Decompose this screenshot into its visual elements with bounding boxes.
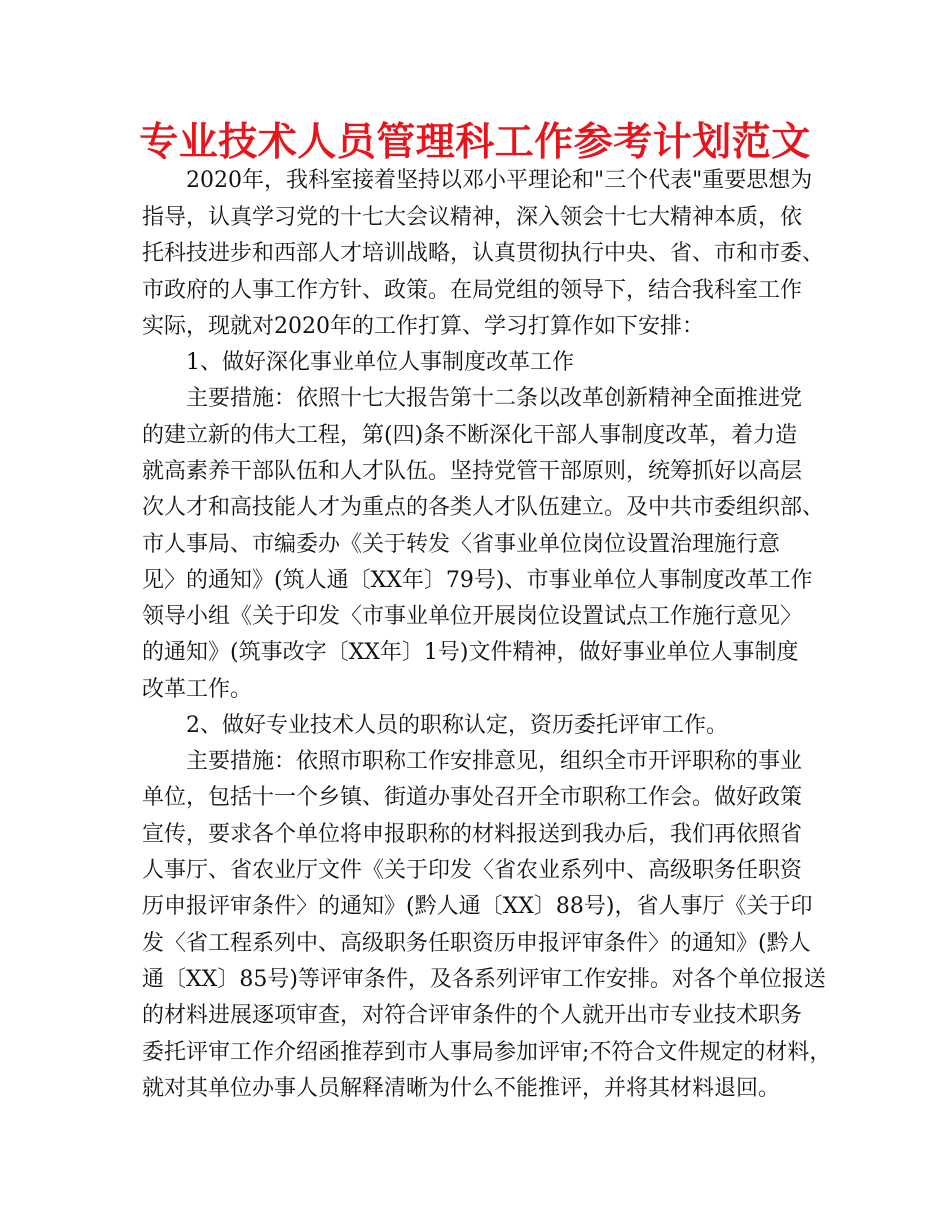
paragraph-line: 历申报评审条件〉的通知》(黔人通〔XX〕88号)，省人事厅《关于印 — [142, 894, 813, 919]
paragraph-line: 通〔XX〕85号)等评审条件，及各系列评审工作安排。对各个单位报送 — [142, 967, 826, 992]
paragraph-line: 见〉的通知》(筑人通〔XX年〕79号)、市事业单位人事制度改革工作 — [142, 568, 813, 593]
paragraph-line: 宣传，要求各个单位将申报职称的材料报送到我办后，我们再依照省 — [142, 822, 803, 847]
paragraph-line: 的材料进展逐项审查，对符合评审条件的个人就开出市专业技术职务 — [142, 1003, 803, 1028]
paragraph-line: 主要措施：依照十七大报告第十二条以改革创新精神全面推进党 — [186, 386, 803, 411]
paragraph-line: 指导，认真学习党的十七大会议精神，深入领会十七大精神本质，依 — [142, 205, 803, 230]
paragraph-line: 领导小组《关于印发〈市事业单位开展岗位设置试点工作施行意见〉 — [142, 604, 803, 629]
paragraph-line: 发〈省工程系列中、高级职务任职资历申报评审条件〉的通知》(黔人 — [142, 931, 811, 956]
paragraph-line: 的通知》(筑事改字〔XX年〕1号)文件精神，做好事业单位人事制度 — [142, 640, 799, 665]
paragraph-line: 主要措施：依照市职称工作安排意见，组织全市开评职称的事业 — [186, 749, 803, 774]
paragraph-line: 托科技进步和西部人才培训战略，认真贯彻执行中央、省、市和市委、 — [142, 241, 825, 266]
section-heading-2: 2、做好专业技术人员的职称认定，资历委托评审工作。 — [186, 713, 728, 738]
paragraph-line: 的建立新的伟大工程，第(四)条不断深化干部人事制度改革，着力造 — [142, 423, 798, 448]
section-heading-1: 1、做好深化事业单位人事制度改革工作 — [186, 350, 574, 375]
document-title: 专业技术人员管理科工作参考计划范文 — [139, 120, 811, 165]
paragraph-line: 就高素养干部队伍和人才队伍。坚持党管干部原则，统筹抓好以高层 — [142, 459, 803, 484]
paragraph-line: 市政府的人事工作方针、政策。在局党组的领导下，结合我科室工作 — [142, 278, 803, 303]
paragraph-line: 改革工作。 — [142, 677, 253, 702]
paragraph-line: 委托评审工作介绍函推荐到市人事局参加评审;不符合文件规定的材料， — [142, 1040, 832, 1065]
paragraph-line: 次人才和高技能人才为重点的各类人才队伍建立。及中共市委组织部、 — [142, 495, 825, 520]
paragraph-line: 市人事局、市编委办《关于转发〈省事业单位岗位设置治理施行意 — [142, 532, 781, 557]
paragraph-line: 2020年，我科室接着坚持以邓小平理论和"三个代表"重要思想为 — [186, 168, 813, 193]
paragraph-line: 就对其单位办事人员解释清晰为什么不能推评，并将其材料退回。 — [142, 1076, 781, 1101]
paragraph-line: 单位，包括十一个乡镇、街道办事处召开全市职称工作会。做好政策 — [142, 785, 803, 810]
paragraph-line: 人事厅、省农业厅文件《关于印发〈省农业系列中、高级职务任职资 — [142, 858, 803, 883]
paragraph-line: 实际，现就对2020年的工作打算、学习打算作如下安排： — [142, 314, 704, 339]
